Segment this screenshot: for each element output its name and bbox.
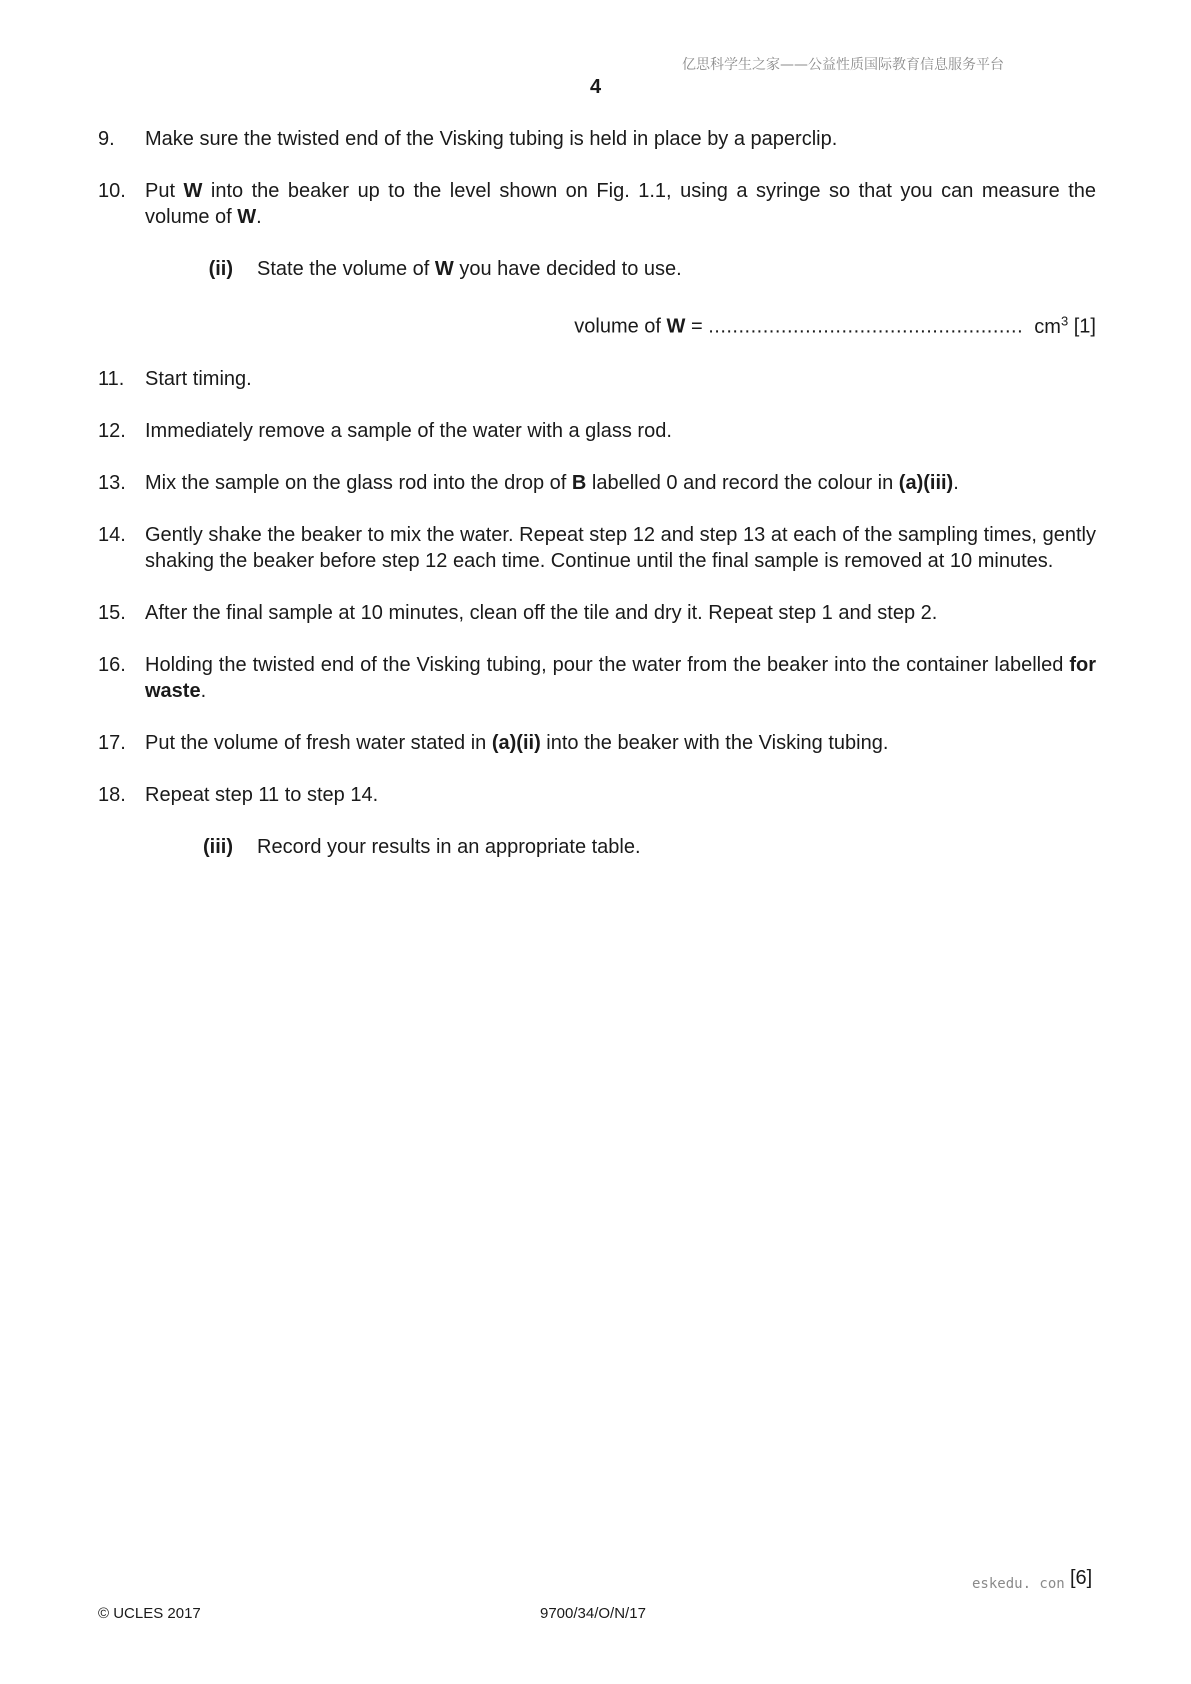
step-12	[98, 418, 1096, 444]
part-iii	[180, 834, 1096, 860]
step-number: 15.	[98, 601, 126, 624]
text-run: Mix the sample on the glass rod into the drop of	[145, 471, 572, 494]
paper-code: 9700/34/O/N/17	[540, 1605, 646, 1622]
answer-prefix: volume of	[574, 315, 667, 338]
bold-run: (a)(iii)	[898, 471, 954, 494]
step-number: 9.	[98, 128, 115, 150]
step-text: Repeat step 11 to step 14.	[145, 783, 379, 806]
step-number: 12.	[98, 419, 126, 442]
page-number: 4	[589, 76, 602, 98]
answer-variable: W	[666, 315, 686, 338]
step-text: After the final sample at 10 minutes, clean off the tile and dry it. Repeat step 1 and step 2.	[145, 601, 938, 624]
copyright: © UCLES 2017	[98, 1605, 201, 1622]
text-run: .	[200, 679, 207, 702]
step-number: 17.	[98, 731, 126, 754]
bold-run: W	[434, 258, 454, 280]
answer-blank[interactable]: ....................................................	[708, 315, 1024, 338]
total-marks: [6]	[1070, 1567, 1093, 1589]
unit-superscript: 3	[1060, 313, 1069, 328]
bold-run: for waste	[145, 653, 1096, 702]
step-text: Immediately remove a sample of the water with a glass rod.	[145, 419, 672, 442]
step-text	[145, 470, 1096, 496]
text-run: you have decided to use.	[453, 258, 682, 280]
part-ii	[180, 256, 1096, 282]
top-watermark: 亿思科学生之家——公益性质国际教育信息服务平台	[682, 57, 1004, 73]
text-run: labelled 0 and record the colour in	[586, 471, 899, 494]
bold-run: (a)(ii)	[491, 731, 541, 754]
bold-run: W	[237, 206, 257, 228]
bold-run: B	[571, 471, 587, 494]
answer-marks: [1]	[1073, 315, 1096, 338]
answer-unit	[1029, 313, 1069, 338]
text-run: .	[953, 471, 959, 494]
step-text: Gently shake the beaker to mix the water. Repeat step 12 and step 13 at each of the sampling times, gently shaking the beaker before step 12 each time. Continue until the final sample is removed at 10 minutes.	[145, 523, 1096, 572]
text-run: Put the volume of fresh water stated in	[145, 731, 492, 754]
step-16	[98, 652, 1096, 704]
part-label: (iii)	[203, 835, 233, 858]
step-number: 14.	[98, 523, 126, 546]
step-9	[98, 126, 1096, 152]
step-15	[98, 600, 1096, 626]
step-number: 18.	[98, 783, 126, 806]
step-13	[98, 470, 1096, 496]
step-text: Make sure the twisted end of the Visking tubing is held in place by a paperclip.	[145, 128, 838, 150]
step-text: Start timing.	[145, 367, 252, 390]
step-text	[145, 652, 1096, 704]
step-number: 16.	[98, 653, 126, 676]
part-text: Record your results in an appropriate table.	[257, 835, 641, 858]
unit-text: cm	[1034, 315, 1061, 338]
text-run: .	[256, 206, 262, 228]
text-run: State the volume of	[257, 258, 435, 280]
step-14	[98, 522, 1096, 574]
step-18	[98, 782, 1096, 808]
step-number: 10.	[98, 180, 126, 202]
step-text	[145, 730, 1096, 756]
text-run: into the beaker with the Visking tubing.	[540, 731, 889, 754]
step-10	[98, 178, 1096, 230]
part-label: (ii)	[208, 258, 233, 280]
text-run: Holding the twisted end of the Visking tubing, pour the water from the beaker into the container labelled	[145, 653, 1070, 676]
step-11	[98, 366, 1096, 392]
bold-run: W	[183, 180, 203, 202]
text-run: Put	[145, 180, 184, 202]
step-number: 11.	[98, 367, 125, 390]
step-number: 13.	[98, 471, 126, 494]
step-17	[98, 730, 1096, 756]
answer-equals: =	[685, 315, 709, 338]
question-content	[98, 126, 1096, 886]
volume-answer-line	[98, 308, 1096, 340]
text-run: into the beaker up to the level shown on Fig. 1.1, using a syringe so that you can measure the volume of	[145, 180, 1097, 228]
bottom-watermark: eskedu. con	[972, 1576, 1065, 1592]
step-text	[145, 178, 1096, 230]
part-text	[257, 256, 1096, 282]
